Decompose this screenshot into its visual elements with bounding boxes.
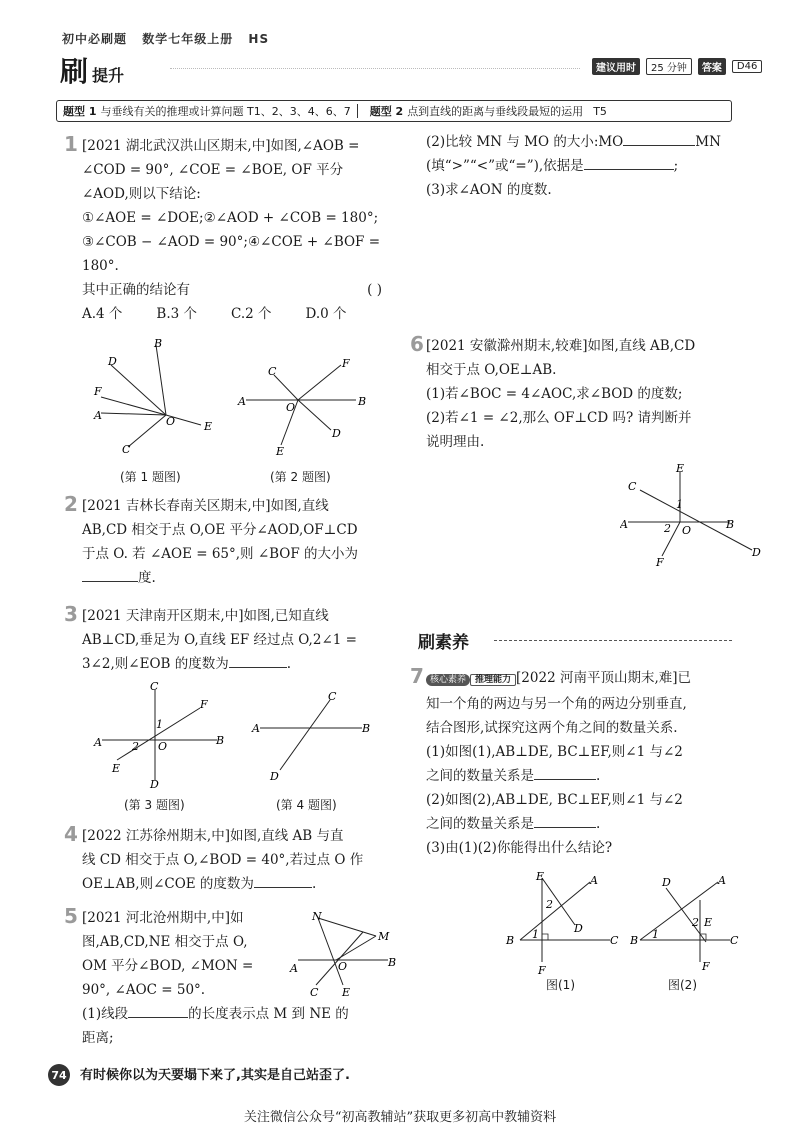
q3-line: [2021 天津南开区期末,中]如图,已知直线 bbox=[82, 608, 329, 624]
figure-q4 bbox=[250, 690, 375, 790]
svg-text:B: B bbox=[154, 337, 163, 350]
q6-text bbox=[426, 334, 736, 454]
svg-text:2: 2 bbox=[692, 916, 699, 929]
q2-number: 2 bbox=[64, 492, 78, 516]
edition: HS bbox=[248, 32, 270, 46]
svg-text:A: A bbox=[94, 409, 102, 422]
q4-number: 4 bbox=[64, 822, 78, 846]
q4-line: [2022 江苏徐州期末,中]如图,直线 AB 与直 bbox=[82, 828, 344, 844]
caption-fig4: (第 4 题图) bbox=[276, 798, 337, 812]
q1-option-c: C.2 个 bbox=[231, 306, 272, 322]
caption-fig1: (第 1 题图) bbox=[120, 470, 181, 484]
header-series bbox=[62, 30, 279, 47]
q5-line: 90°, ∠AOC = 50°. bbox=[82, 982, 206, 998]
q6-number: 6 bbox=[410, 332, 424, 356]
figure-q2 bbox=[236, 355, 376, 465]
figure-q5 bbox=[288, 910, 398, 1002]
svg-text:C: C bbox=[610, 934, 619, 947]
q5-line: 图,AB,CD,NE 相交于点 O, bbox=[82, 934, 248, 950]
svg-text:O: O bbox=[158, 740, 168, 753]
q5-continued: (2)比较 MN 与 MO 的大小:MO MN (填“>”“<”或“=”),依据是 ; (3)求∠AON 的度数. bbox=[426, 130, 736, 202]
figure-q6 bbox=[620, 460, 765, 570]
answer-blank bbox=[534, 827, 596, 828]
q6-line: (2)若∠1 = ∠2,那么 OF⊥CD 吗? 请判断并 bbox=[426, 410, 692, 426]
answer-blank bbox=[82, 581, 138, 582]
q1-number: 1 bbox=[64, 132, 78, 156]
series-name: 初中必刷题 bbox=[62, 32, 128, 46]
q5-line: (填“>”“<”或“=”),依据是 bbox=[426, 158, 584, 174]
svg-text:D: D bbox=[574, 922, 583, 935]
time-label: 建议用时 bbox=[592, 58, 640, 75]
caption-fig2: (第 2 题图) bbox=[270, 470, 331, 484]
q6-line: 相交于点 O,OE⊥AB. bbox=[426, 362, 557, 378]
caption-fig7-2: 图(2) bbox=[668, 978, 697, 992]
svg-text:D: D bbox=[662, 876, 671, 889]
figure-q7-1 bbox=[500, 870, 630, 980]
svg-text:C: C bbox=[310, 986, 319, 999]
q6-line: [2021 安徽滁州期末,较难]如图,直线 AB,CD bbox=[426, 338, 696, 354]
svg-text:F: F bbox=[702, 960, 710, 973]
svg-text:A: A bbox=[290, 962, 298, 975]
svg-text:1: 1 bbox=[652, 928, 659, 941]
q2-text bbox=[82, 494, 394, 590]
svg-text:F: F bbox=[656, 556, 664, 569]
q5-line: 距离; bbox=[82, 1030, 114, 1046]
type2-text: 点到直线的距离与垂线段最短的运用 bbox=[407, 105, 584, 118]
svg-text:A: A bbox=[252, 722, 260, 735]
svg-text:2: 2 bbox=[132, 740, 139, 753]
answer-blank bbox=[623, 145, 695, 146]
caption-fig7-1: 图(1) bbox=[546, 978, 575, 992]
svg-text:D: D bbox=[332, 427, 341, 440]
q1-line: [2021 湖北武汉洪山区期末,中]如图,∠AOB = bbox=[82, 138, 360, 154]
q7-line: 之间的数量关系是 bbox=[426, 816, 534, 832]
section-name: 提升 bbox=[92, 66, 125, 85]
type2-ref: T5 bbox=[593, 104, 607, 118]
answer-page: D46 bbox=[732, 60, 762, 73]
q3-line: 3∠2,则∠EOB 的度数为 bbox=[82, 656, 229, 672]
q6-line: 说明理由. bbox=[426, 434, 485, 450]
q7-line: (1)如图(1),AB⊥DE, BC⊥EF,则∠1 与∠2 bbox=[426, 744, 683, 760]
svg-text:C: C bbox=[150, 680, 159, 693]
q4-line: OE⊥AB,则∠COE 的度数为 bbox=[82, 876, 254, 892]
q1-option-a: A.4 个 bbox=[82, 306, 123, 322]
q2-line: AB,CD 相交于点 O,OE 平分∠AOD,OF⊥CD bbox=[82, 522, 358, 538]
svg-text:E: E bbox=[704, 916, 713, 929]
q1-line: ①∠AOE = ∠DOE;②∠AOD + ∠COB = 180°; bbox=[82, 210, 379, 226]
q1-option-d: D.0 个 bbox=[305, 306, 347, 322]
svg-text:B: B bbox=[216, 734, 225, 747]
section-title-literacy: 刷素养 bbox=[418, 633, 469, 653]
q5-line: MN bbox=[695, 134, 721, 150]
svg-text:D: D bbox=[108, 355, 117, 368]
svg-text:E: E bbox=[112, 762, 121, 775]
q1-text bbox=[82, 134, 394, 326]
q7-line: (3)由(1)(2)你能得出什么结论? bbox=[426, 840, 613, 856]
svg-text:2: 2 bbox=[664, 522, 671, 535]
svg-text:B: B bbox=[388, 956, 397, 969]
q3-number: 3 bbox=[64, 602, 78, 626]
q5-line: 的长度表示点 M 到 NE 的 bbox=[188, 1006, 349, 1022]
svg-text:E: E bbox=[276, 445, 285, 458]
reasoning-badge: 推理能力 bbox=[470, 674, 516, 686]
svg-text:B: B bbox=[630, 934, 639, 947]
q2-line: 度. bbox=[138, 570, 156, 586]
section-divider bbox=[494, 640, 732, 641]
svg-text:1: 1 bbox=[532, 928, 539, 941]
header-rule bbox=[170, 68, 580, 69]
q5-line: (2)比较 MN 与 MO 的大小:MO bbox=[426, 134, 624, 150]
svg-text:E: E bbox=[536, 870, 545, 883]
q5-number: 5 bbox=[64, 904, 78, 928]
svg-text:A: A bbox=[620, 518, 628, 531]
svg-text:B: B bbox=[506, 934, 515, 947]
figure-q1 bbox=[86, 335, 226, 460]
answer-blank bbox=[128, 1017, 188, 1018]
q1-line: 其中正确的结论有 bbox=[82, 282, 190, 298]
svg-text:B: B bbox=[726, 518, 735, 531]
svg-text:F: F bbox=[200, 698, 208, 711]
type1-label: 题型 1 bbox=[63, 105, 97, 118]
q5-line: (3)求∠AON 的度数. bbox=[426, 182, 552, 198]
svg-text:C: C bbox=[328, 690, 337, 703]
answer-paren: ( ) bbox=[367, 282, 382, 298]
footer-note: 关注微信公众号“初高教辅站”获取更多初高中教辅资料 bbox=[243, 1110, 557, 1125]
svg-text:E: E bbox=[342, 986, 351, 999]
svg-text:N: N bbox=[312, 910, 322, 923]
book-name: 数学七年级上册 bbox=[142, 32, 234, 46]
type-separator bbox=[357, 104, 358, 118]
svg-text:A: A bbox=[590, 874, 598, 887]
q7-line: (2)如图(2),AB⊥DE, BC⊥EF,则∠1 与∠2 bbox=[426, 792, 683, 808]
answer-blank bbox=[584, 169, 674, 170]
q7-number: 7 bbox=[410, 664, 424, 688]
brand-char: 刷 bbox=[60, 55, 89, 88]
q1-line: ③∠COB − ∠AOD = 90°;④∠COE + ∠BOF = bbox=[82, 234, 381, 250]
svg-text:M: M bbox=[378, 930, 390, 943]
answer-blank bbox=[254, 887, 312, 888]
svg-text:O: O bbox=[286, 401, 296, 414]
svg-text:C: C bbox=[628, 480, 637, 493]
q4-text: [2022 江苏徐州期末,中]如图,直线 AB 与直 线 CD 相交于点 O,∠BOD = 40°,若过点 O 作 OE⊥AB,则∠COE 的度数为 . bbox=[82, 824, 394, 896]
q5-line: OM 平分∠BOD, ∠MON = bbox=[82, 958, 254, 974]
svg-text:2: 2 bbox=[546, 898, 553, 911]
answer-blank bbox=[229, 667, 287, 668]
svg-text:B: B bbox=[362, 722, 371, 735]
q7-line: 结合图形,试探究这两个角之间的数量关系. bbox=[426, 720, 678, 736]
svg-text:E: E bbox=[204, 420, 213, 433]
q1-line: 180°. bbox=[82, 258, 119, 274]
q1-line: ∠AOD,则以下结论: bbox=[82, 186, 201, 202]
svg-text:D: D bbox=[270, 770, 279, 783]
svg-text:F: F bbox=[342, 357, 350, 370]
answer-blank bbox=[534, 779, 596, 780]
q6-line: (1)若∠BOC = 4∠AOC,求∠BOD 的度数; bbox=[426, 386, 683, 402]
svg-text:D: D bbox=[150, 778, 159, 790]
svg-text:A: A bbox=[94, 736, 102, 749]
svg-text:C: C bbox=[122, 443, 131, 456]
q5-line: [2021 河北沧州期中,中]如 bbox=[82, 910, 244, 926]
svg-text:O: O bbox=[166, 415, 176, 428]
figure-q7-2 bbox=[630, 870, 740, 980]
q1-option-b: B.3 个 bbox=[156, 306, 198, 322]
q2-line: [2021 吉林长春南关区期末,中]如图,直线 bbox=[82, 498, 329, 514]
q3-line: AB⊥CD,垂足为 O,直线 EF 经过点 O,2∠1 = bbox=[82, 632, 357, 648]
svg-text:A: A bbox=[238, 395, 246, 408]
core-literacy-badge: 核心素养 bbox=[426, 674, 470, 686]
q4-line: 线 CD 相交于点 O,∠BOD = 40°,若过点 O 作 bbox=[82, 852, 364, 868]
svg-text:E: E bbox=[676, 462, 685, 475]
svg-text:F: F bbox=[94, 385, 102, 398]
q7-line: 知一个角的两边与另一个角的两边分别垂直, bbox=[426, 696, 687, 712]
answer-label: 答案 bbox=[698, 58, 726, 75]
svg-text:C: C bbox=[730, 934, 739, 947]
q3-text: [2021 天津南开区期末,中]如图,已知直线 AB⊥CD,垂足为 O,直线 EF 经过点 O,2∠1 = 3∠2,则∠EOB 的度数为 . bbox=[82, 604, 394, 676]
q7-line: 之间的数量关系是 bbox=[426, 768, 534, 784]
svg-text:F: F bbox=[538, 964, 546, 977]
type1-text: 与垂线有关的推理或计算问题 T1、2、3、4、6、7 bbox=[100, 105, 351, 118]
q5-line: (1)线段 bbox=[82, 1006, 129, 1022]
q2-line: 于点 O. 若 ∠AOE = 65°,则 ∠BOF 的大小为 bbox=[82, 546, 359, 562]
svg-text:1: 1 bbox=[676, 498, 683, 511]
svg-text:1: 1 bbox=[156, 718, 163, 731]
svg-text:D: D bbox=[752, 546, 761, 559]
question-type-bar bbox=[56, 100, 732, 122]
footer-motto: 有时候你以为天要塌下来了,其实是自己站歪了. bbox=[80, 1068, 350, 1083]
page-number: 74 bbox=[48, 1064, 70, 1086]
q7-text: 核心素养 推理能力 [2022 河南平顶山期末,难]已 知一个角的两边与另一个角的两边分别垂直, 结合图形,试探究这两个角之间的数量关系. (1)如图(1),AB⊥DE, BC⊥EF,则∠1 与∠2 之间的数量关系是 . (2)如图(2),AB⊥DE, BC⊥EF,则∠1 与∠2 之间的数量关系是 . (3)由(1)(2)你能得出什么结论? bbox=[426, 666, 736, 860]
svg-text:O: O bbox=[682, 524, 692, 537]
type2-label: 题型 2 bbox=[369, 105, 404, 118]
q7-line: [2022 河南平顶山期末,难]已 bbox=[516, 670, 692, 686]
svg-text:B: B bbox=[358, 395, 367, 408]
section-brand bbox=[60, 50, 124, 90]
figure-q3 bbox=[92, 680, 232, 790]
time-value: 25 分钟 bbox=[646, 58, 692, 75]
caption-fig3: (第 3 题图) bbox=[124, 798, 185, 812]
time-box bbox=[592, 58, 762, 75]
svg-text:O: O bbox=[338, 960, 348, 973]
svg-text:C: C bbox=[268, 365, 277, 378]
svg-text:A: A bbox=[718, 874, 726, 887]
q1-line: ∠COD = 90°, ∠COE = ∠BOE, OF 平分 bbox=[82, 162, 344, 178]
